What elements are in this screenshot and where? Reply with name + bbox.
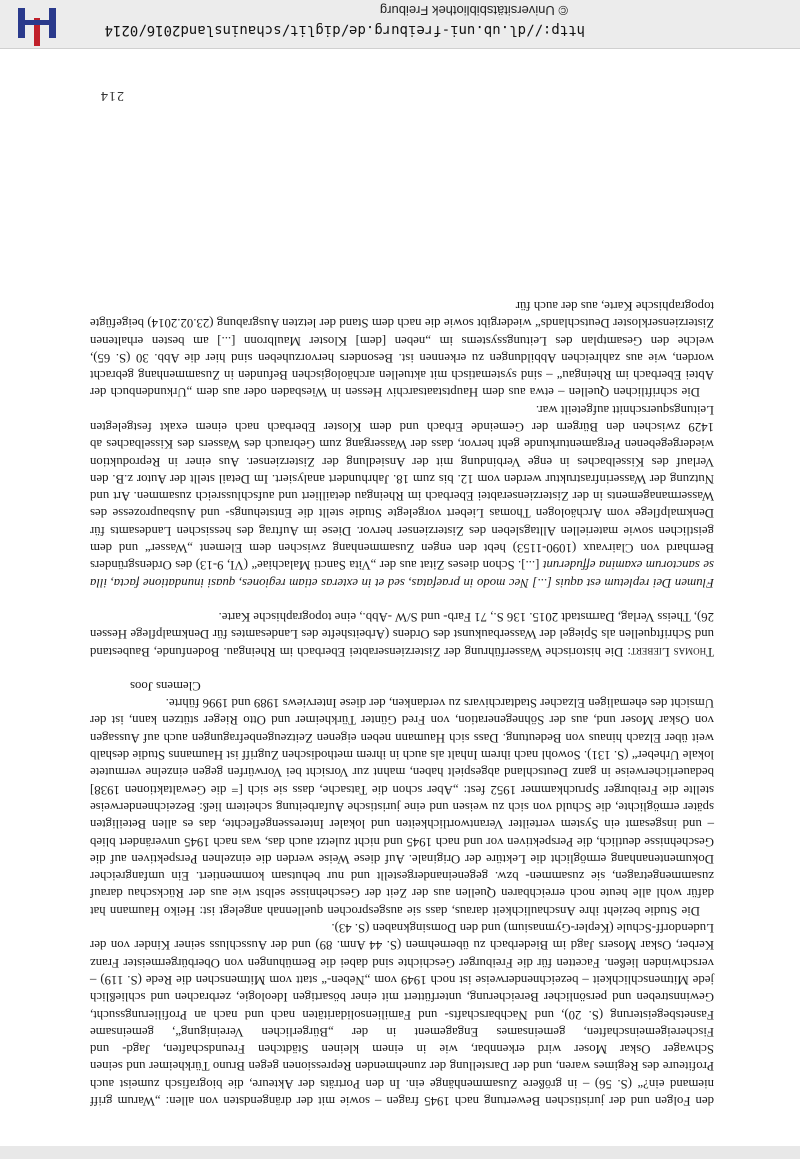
latin-quote: Flumen Dei repletum est aquis [...] Nec modo in praefatas, sed et in exteras etiam regiones, quasi inundatione facta, illa se sanctorum examina effuderunt xyxy=(90,558,714,590)
signature-row xyxy=(90,677,714,694)
ub-freiburg-logo-icon xyxy=(14,4,60,46)
citation-text: : Die historische Wasserführung der Zisterzienserabtei Eberbach im Rheingau. Bodenfunde, Baubestand und Schriftquellen als Spiegel der Wasserbaukunst des Ordens (Arbeitshefte des Landesamtes für Denkmalpflege Hessen 26), Theiss Verlag, Darmstadt 2015. 136 S., 71 Farb- und S/W -Abb., eine topographische Karte. xyxy=(89,609,714,659)
footer-copyright: © Universitätsbibliothek Freiburg xyxy=(379,3,568,18)
footer-url-link[interactable]: http://dl.ub.uni-freiburg.de/diglit/schauinsland2016/0214 xyxy=(104,22,585,38)
article-body xyxy=(90,297,714,1109)
paragraph xyxy=(90,400,714,590)
citation-author: Thomas Liebert xyxy=(630,644,714,659)
top-strip xyxy=(0,1146,800,1159)
review-citation xyxy=(90,608,714,660)
page-number: 214 xyxy=(100,88,124,103)
paragraph: Die schriftlichen Quellen – etwa aus dem Hauptstaatsarchiv Hessen in Wiesbaden oder aus dem „Urkundenbuch der Abtei Eberbach im Rheingau“ – sind systematisch mit aktuellen archäologischen Befunden in Zusammenhang gebracht worden, wie aus zahlreichen Abbildungen zu erkennen ist. Besonders hervorzuheben sind hier die Abb. 30 (S. 65), welche den Gesamtplan des Leitungssystems im „neben [dem] Kloster Maulbronn [...] am besten erhaltenen Zisterzienserkloster Deutschlands“ wiedergibt sowie die nach dem Stand der letzten Ausgrabung (23.02.2014) beigefügte topographische Karte, aus der auch für xyxy=(90,298,714,400)
paragraph: Die Studie bezieht ihre Anschaulichkeit daraus, dass sie ausgesprochen quellennah angelegt ist: Heiko Haumann hat dafür wohl alle heute noch erreichbaren Quellen aus der Zeit der Geschehnisse selbst wie aus der Rückschau darauf zusammengetragen, sie zusammen- bzw. gegeneinandergestellt und nur behutsam kommentiert. Ein umfangreicher Dokumentenanhang ermöglicht die Lektüre der Originale. Auf diese Weise werden die einzelnen Perspektiven auf die Geschehnisse deutlich, die Perspektiven vor und nach 1945 und nicht zuletzt auch das, was nach 1945 unverändert blieb – und insgesamt ein System verteilter Verantwortlichkeiten und lokaler Interessengeflechte, das es allen Beteiligten später ermöglichte, die Schuld von sich zu weisen und eine juristische Aufarbeitung scheitern ließ: Bezeichnenderweise stellte die Freiburger Spruchkammer 1952 fest: „Aber schon die Tatsache, dass sie sich [= die Gewaltaktionen 1938] bedauerlicherweise in ganz Deutschland abgespielt haben, mahnt zur Vorsicht bei Vorwürfen gegen einzelne vermutete lokale Urheber“ (S. 131). Sowohl nach ihrem Inhalt als auch in ihrem methodischen Zugriff ist Haumanns Studie deshalb weit über Elzach hinaus von Bedeutung. Dass sich Haumann neben eigenen Zeitzeugenbefragungen auch auf Aussagen von Oskar Moser und, aus der Söhnegeneration, von Fred Günter Türkheimer und Otto Rieger stützen kann, ist der Umsicht des ehemaligen Elzacher Stadtarchivars zu verdanken, der diese Interviews 1989 und 1996 führte. xyxy=(90,696,714,918)
reviewer-signature: Clemens Joos xyxy=(130,678,201,693)
paragraph-text: [...]. Schon dieses Zitat aus der „Vita Sancti Malachiae“ (VI, 9-13) des Ordensgründers Bernhard von Clairvaux (1090-1153) hebt den engen Zusammenhang zwischen dem Element „Wasser“ und dem geistlichen sowie materiellen Alltagsleben des Zisterzienser hervor. Diese im Auftrag des hessischen Landesamts für Denkmalpflege vom Archäologen Thomas Liebert vorgelegte Studie stellt die Entstehungs- und Ausbauprozesse des Wassermanagements in der Zisterzienserabtei Eberbach im Rheingau detailliert und aufschlussreich zusammen. Art und Nutzung der Wasserinfrastruktur werden vom 12. bis zum 18. Jahrhundert analysiert. Im Detail stellt der Autor z.B. den Verlauf des Kisselbaches in enge Verbindung mit der Ansiedlung der Zisterzienser. Aus einer in Reproduktion wiedergegebenen Pergamenturkunde geht hervor, dass der Wassergang zum Gebrauch des Wassers des Kisselbaches ab 1429 zwischen den Bürgern der Gemeinde Erbach und dem Kloster Eberbach nach einem exakt festgelegten Leitungsquerschnitt aufgeteilt war. xyxy=(89,402,714,573)
paragraph: den Folgen und der juristischen Bewertung nach 1945 fragen – sowie mit der drängendsten von allen: „Warum griff niemand ein?“ (S. 56) – in größere Zusammenhänge ein. In den Porträts der Akteure, die biografisch zumeist auch Profiteure des Regimes waren, und der Darstellung der zunehmenden Repressionen gegen Bruno Türkheimer und seinen Schwager Oskar Moser wird erkennbar, wie in einem kleinen Städtchen Freundschaften, Jagd- und Fischereigemeinschaften, gemeinsames Engagement in der „Bürgerlichen Vereinigung“, gemeinsame Fasnetsbegeisterung (S. 20), und Nachbarschafts- und Familiensolidaritäten nach und nach an Profilierungssucht, Gewinnstreben und persönlicher Bereicherung, unterfüttert mit einer bösartigen Ideologie, zerbrachen und schließlich jede Mitmenschlichkeit – bezeichnenderweise ist noch 1949 vom „Neben-“ statt vom Mitmenschen die Rede (S. 119) – verschwinden ließen. Facetten für die Freiburger Geschichte sind dabei die Bemühungen von Oberbürgermeister Franz Kerber, Oskar Mosers Jagd im Biederbach zu übernehmen (S. 44 Anm. 89) und der Ausschluss seiner Kinder von der Ludendorff-Schule (Kepler-Gymnasium) und den Domsingknaben (S. 43). xyxy=(90,921,714,1108)
